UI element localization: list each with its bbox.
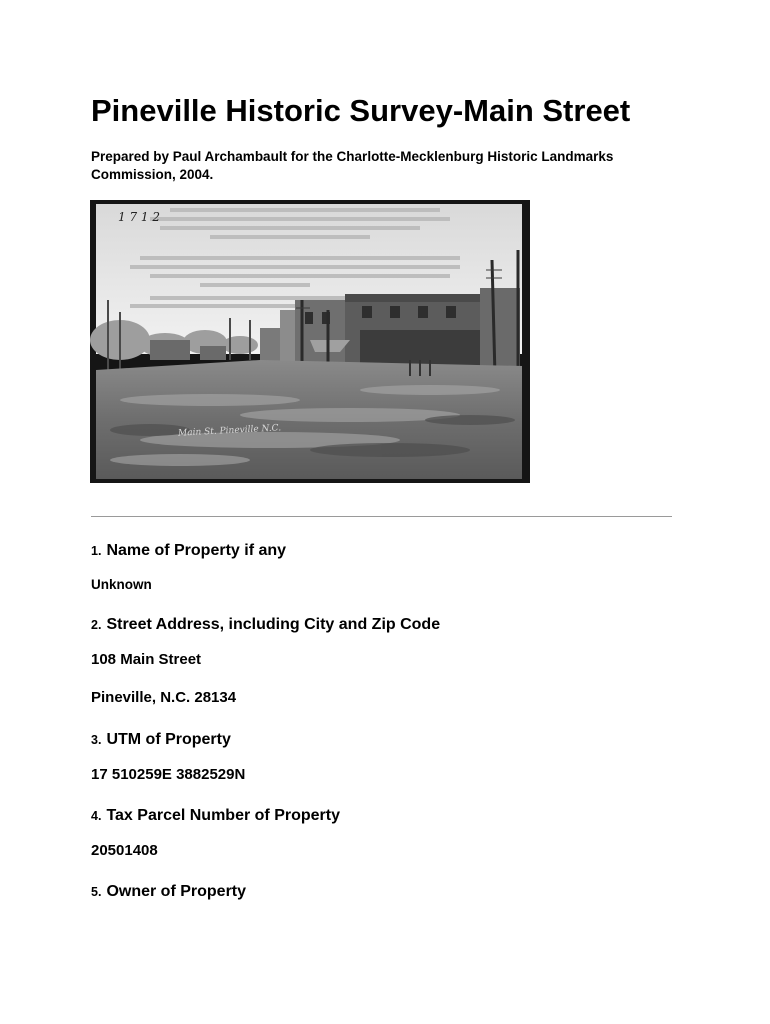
section-5-heading	[91, 878, 246, 903]
section-number: 1.	[91, 544, 102, 558]
photo-caption: Main St. Pineville N.C.	[177, 423, 282, 439]
section-title: Name of Property if any	[106, 542, 287, 559]
section-number: 3.	[91, 733, 102, 747]
section-4-heading	[91, 802, 340, 827]
street-address-value: 108 Main Street	[91, 651, 202, 668]
page-title: Pineville Historic Survey-Main Street	[91, 93, 631, 128]
section-title: Street Address, including City and Zip Code	[106, 616, 441, 633]
section-number: 5.	[91, 885, 102, 899]
historic-street-photo	[90, 200, 530, 483]
section-2-heading	[91, 611, 440, 636]
section-number: 2.	[91, 618, 102, 632]
byline: Prepared by Paul Archambault for the Charlotte-Mecklenburg Historic Landmarks Commission, 2004.	[91, 149, 614, 182]
section-title: UTM of Property	[106, 731, 231, 748]
tax-parcel-value: 20501408	[91, 842, 158, 859]
utm-value: 17 510259E 3882529N	[91, 766, 246, 783]
photo-corner-note: 1 7 1 2	[118, 210, 160, 224]
section-1-heading	[91, 537, 286, 562]
section-3-heading	[91, 726, 231, 751]
section-title: Owner of Property	[106, 883, 247, 900]
section-number: 4.	[91, 809, 102, 823]
section-title: Tax Parcel Number of Property	[106, 807, 340, 824]
city-zip-value: Pineville, N.C. 28134	[91, 689, 237, 706]
property-name-value: Unknown	[91, 577, 152, 592]
section-divider	[91, 516, 672, 517]
